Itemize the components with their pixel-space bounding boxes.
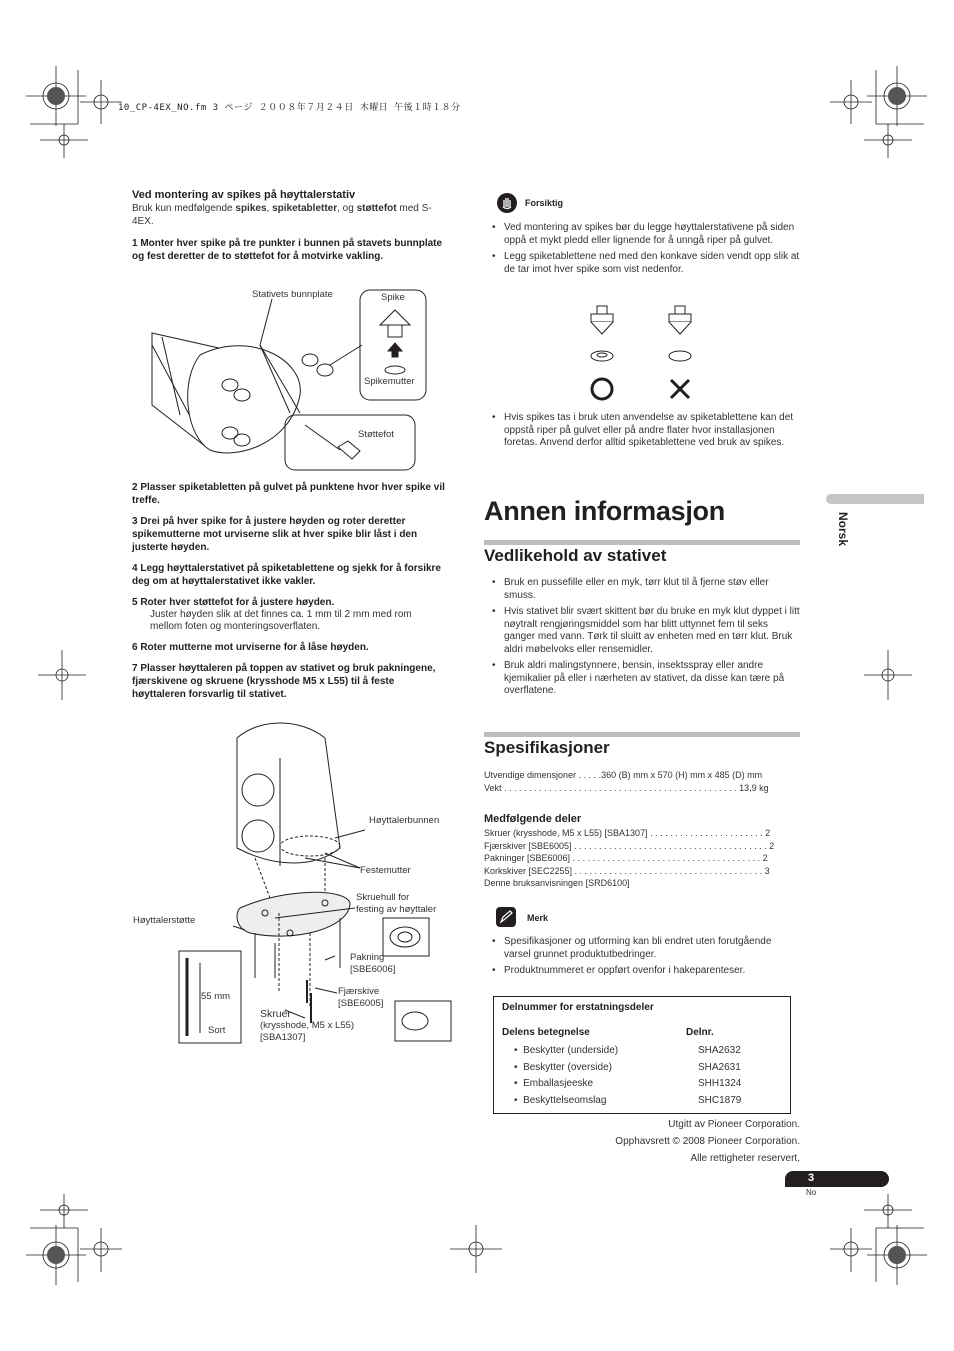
- caution-item: • Ved montering av spikes bør du legge høyttalerstativene på siden oppå et mykt pledd eller lignende for å unngå riper på gulvet.: [486, 222, 800, 247]
- table-row: • Beskyttelseomslag SHC1879: [514, 1094, 742, 1106]
- steps-2-7: [132, 481, 446, 701]
- parts-row: Fjærskiver [SBE6005] . . . . . . . . . . . . . . . . . . . . . . . . . . . . . . . . . . . . . . . 2: [484, 840, 775, 851]
- step-6: 6 Roter mutterne mot urviserne for å låse høyden.: [132, 642, 369, 653]
- spec-row: Utvendige dimensjoner . . . . .360 (B) mm x 570 (H) mm x 485 (D) mm: [484, 770, 763, 780]
- caution-icon: [497, 193, 517, 213]
- copyright: Opphavsrett © 2008 Pioneer Corporation.: [615, 1136, 800, 1147]
- page-number: 3: [808, 1172, 815, 1184]
- label-sort: Sort: [208, 1025, 226, 1036]
- parts-row: Denne bruksanvisningen [SRD6100]: [484, 878, 630, 888]
- label-55mm: 55 mm: [201, 991, 231, 1002]
- note-item: • Spesifikasjoner og utforming kan bli endret uten forutgående varsel grunnet produktutbedringer.: [486, 936, 800, 961]
- note-item: • Produktnummeret er oppført ovenfor i hakeparenteser.: [486, 965, 800, 978]
- label-spike: Spike: [381, 292, 405, 303]
- main-title: Annen informasjon: [484, 496, 725, 526]
- maintenance-item: • Hvis stativet blir svært skittent bør du bruke en myk klut dyppet i litt nøytralt rengjøringsmiddel som har blitt uttynnet fem til seks ganger med vann. Tørk til sluitt av enheten med en tørr klut. Bruk aldri møbelvoks eller rensemidler.: [486, 606, 800, 656]
- section-rule: [484, 732, 800, 737]
- publisher: Utgitt av Pioneer Corporation.: [668, 1119, 800, 1130]
- parts-row: Skruer (krysshode, M5 x L55) [SBA1307] . . . . . . . . . . . . . . . . . . . . . . . 2: [484, 828, 771, 838]
- label-fjaerskive: Fjærskive [SBE6005]: [338, 986, 384, 1009]
- section-rule: [484, 540, 800, 545]
- caution-list-2: [486, 412, 800, 454]
- table-row: • Beskytter (overside) SHA2631: [514, 1061, 741, 1073]
- step-7: 7 Plasser høyttaleren på toppen av stativet og bruk pakningene, fjærskivene og skruene (krysshode M5 x L55) til å feste høyttaleren forsvarlig til stativet.: [132, 663, 436, 700]
- replacement-parts-table: [493, 996, 791, 1114]
- lang-code: No: [806, 1188, 817, 1197]
- label-stativets-bunnplate: Stativets bunnplate: [252, 289, 333, 300]
- spec-list: [484, 769, 800, 794]
- step-3: 3 Drei på hver spike for å justere høyden og roter deretter spikemutterne mot urviserne slik at hver spike blir låst i den justerte høyden.: [132, 516, 418, 553]
- caution-item: • Hvis spikes tas i bruk uten anvendelse av spiketablettene kan det oppstå riper på gulvet eller på andre flater hvor installasjonen foretas. Anvend derfor alltid spiketablettene ved bruk av spikes.: [486, 412, 800, 450]
- label-skruehull: Skruehull for festing av høyttaler: [356, 892, 437, 915]
- maintenance-list: [486, 577, 800, 702]
- table-header-name: Delens betegnelse: [502, 1027, 590, 1038]
- note-icon: [496, 907, 516, 927]
- side-tab-bar: [826, 494, 924, 504]
- speaker-mounting-figure: [175, 718, 460, 1053]
- spikes-section: [132, 188, 446, 263]
- rights: Alle rettigheter reservert.: [690, 1153, 800, 1164]
- step-5-note: Juster høyden slik at det finnes ca. 1 mm til 2 mm med rom mellom foten og monteringsoverflaten.: [150, 609, 412, 632]
- maintenance-item: • Bruk en pussefille eller en myk, tørr klut til å fjerne støv eller smuss.: [486, 577, 800, 602]
- step-5: 5 Roter hver støttefot for å justere høyden.: [132, 597, 335, 608]
- caution-list: [486, 222, 800, 280]
- file-header: 10_CP-4EX_NO.fm 3 ページ ２００８年７月２４日 木曜日 午後１時１８分: [118, 103, 461, 113]
- side-tab-label: Norsk: [836, 512, 850, 547]
- parts-row: Korkskiver [SEC2255] . . . . . . . . . . . . . . . . . . . . . . . . . . . . . . . . . . . . . . 3: [484, 865, 770, 876]
- spec-row: Vekt . . . . . . . . . . . . . . . . . . . . . . . . . . . . . . . . . . . . . . . . . . . . . . . 13,9 kg: [484, 782, 769, 793]
- maintenance-item: • Bruk aldri malingstynnere, bensin, insektsspray eller andre kjemikalier på eller i nærheten av stativet, da disse kan tære på overflatene.: [486, 660, 800, 698]
- parts-row: Pakninger [SBE6006] . . . . . . . . . . . . . . . . . . . . . . . . . . . . . . . . . . . . . . 2: [484, 853, 768, 863]
- step-4: 4 Legg høyttalerstativet på spiketablettene og sjekk for å forsikre deg om at høyttalerstativet ikke vakler.: [132, 563, 441, 587]
- maintenance-title: Vedlikehold av stativet: [484, 546, 667, 565]
- spike-tablet-figure: [585, 300, 705, 405]
- intro-text: Bruk kun medfølgende spikes, spiketabletter, og støttefot med S-4EX.: [132, 203, 432, 227]
- spec-title: Spesifikasjoner: [484, 738, 610, 757]
- imprint: [540, 1116, 800, 1167]
- note-title: Merk: [527, 913, 549, 923]
- label-hoyttalerstotte: Høyttalerstøtte: [133, 915, 196, 926]
- parts-title: Medfølgende deler: [484, 813, 582, 825]
- label-spikemutter: Spikemutter: [364, 376, 415, 387]
- step-2: 2 Plasser spiketabletten på gulvet på punktene hvor hver spike vil treffe.: [132, 482, 445, 506]
- step-1: 1 Monter hver spike på tre punkter i bunnen på stavets bunnplate og fest deretter de to støttefot for å motvirke vakling.: [132, 238, 443, 262]
- label-hoyttalerbunnen: Høyttalerbunnen: [369, 815, 440, 826]
- table-title: Delnummer for erstatningsdeler: [502, 1002, 654, 1013]
- table-header-number: Delnr.: [686, 1027, 714, 1038]
- table-body: [502, 1043, 782, 1109]
- label-pakning: Pakning [SBE6006]: [350, 952, 396, 975]
- table-row: • Emballasjeeske SHH1324: [514, 1078, 742, 1089]
- page-number-tab: [785, 1171, 889, 1187]
- caution-title: Forsiktig: [525, 198, 564, 208]
- caution-item: • Legg spiketablettene ned med den konkave siden vendt opp slik at de tar imot hver spike som vist nedenfor.: [486, 251, 800, 276]
- section-title: Ved montering av spikes på høyttalerstativ: [132, 189, 356, 201]
- label-skruer: Skruer (krysshode, M5 x L55) [SBA1307]: [260, 1008, 354, 1043]
- table-row: • Beskytter (underside) SHA2632: [514, 1045, 741, 1056]
- label-festemutter: Festemutter: [360, 865, 411, 876]
- label-stottefot: Støttefot: [358, 429, 394, 440]
- parts-list: [484, 827, 800, 890]
- note-list: [486, 936, 800, 982]
